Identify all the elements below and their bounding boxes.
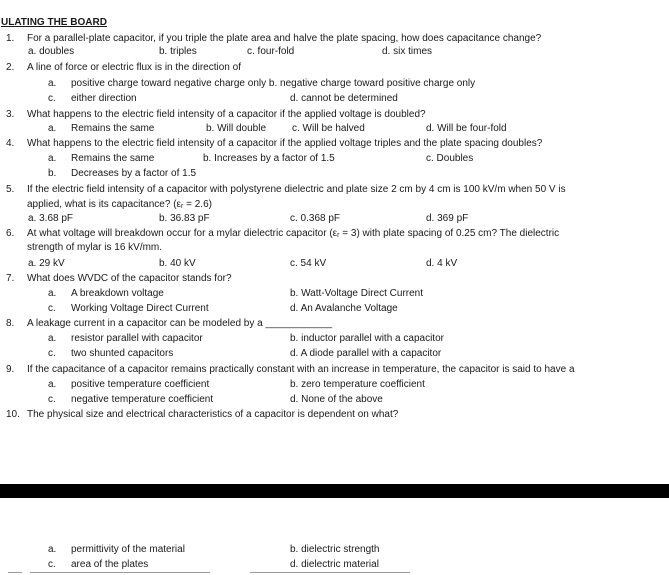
question-5-continued — [0, 197, 669, 212]
option-d: d. 4 kV — [426, 258, 458, 269]
option-a: a. 29 kV — [28, 258, 65, 269]
header-line — [0, 15, 669, 30]
question-number: 3. — [6, 109, 15, 120]
question-10 — [0, 407, 669, 422]
question-4-options-row-2 — [0, 166, 669, 181]
question-text: What happens to the electric field intensity of a capacitor if the applied voltage is doubled? — [27, 109, 426, 120]
question-7-options-row-1 — [0, 286, 669, 301]
question-10-options-row-1 — [0, 542, 669, 557]
option-a: Remains the same — [71, 153, 155, 164]
question-1-options — [0, 44, 669, 59]
question-text: What does WVDC of the capacitor stands for? — [27, 273, 232, 284]
option-c: c. four-fold — [247, 46, 295, 57]
question-7 — [0, 271, 669, 286]
option-c: c. Doubles — [426, 153, 474, 164]
question-2-options-row-2 — [0, 91, 669, 106]
question-8-options-row-2 — [0, 346, 669, 361]
question-3-options — [0, 121, 669, 136]
option-letter: a. — [48, 123, 57, 134]
question-text: If the electric field intensity of a capacitor with polystyrene dielectric and plate size 2 cm by 4 cm is 100 kV/m when 50 V is — [27, 184, 566, 195]
option-letter: b. — [48, 168, 57, 179]
question-9-options-row-2 — [0, 392, 669, 407]
question-8-options-row-1 — [0, 331, 669, 346]
option-b: b. 40 kV — [159, 258, 196, 269]
question-4-options-row-1 — [0, 151, 669, 166]
question-text: The physical size and electrical characteristics of a capacitor is dependent on what? — [27, 409, 399, 420]
option-a: a. doubles — [28, 46, 75, 57]
question-number: 1. — [6, 33, 15, 44]
option-d: d. 369 pF — [426, 213, 469, 224]
question-number: 6. — [6, 228, 15, 239]
option-text: either direction — [71, 93, 137, 104]
question-text: A line of force or electric flux is in the direction of — [27, 62, 241, 73]
option-a: Remains the same — [71, 123, 155, 134]
text-fragment — [8, 572, 22, 573]
option-letter: c. — [48, 93, 56, 104]
option-text: Decreases by a factor of 1.5 — [71, 168, 197, 179]
option-text: positive charge toward negative charge only b. negative charge toward positive charge only — [71, 78, 476, 89]
option-letter: a. — [48, 288, 57, 299]
option-letter: c. — [48, 559, 56, 570]
option-a: A breakdown voltage — [71, 288, 164, 299]
question-9 — [0, 362, 669, 377]
option-d: d. An Avalanche Voltage — [290, 303, 398, 314]
option-b: b. Will double — [206, 123, 267, 134]
question-3 — [0, 107, 669, 122]
question-text-continued: strength of mylar is 16 kV/mm. — [27, 242, 163, 253]
option-c: c. 54 kV — [290, 258, 327, 269]
question-number: 2. — [6, 62, 15, 73]
option-letter: a. — [48, 333, 57, 344]
option-d: d. None of the above — [290, 394, 383, 405]
question-4 — [0, 136, 669, 151]
option-b: b. triples — [159, 46, 197, 57]
option-c: c. 0.368 pF — [290, 213, 341, 224]
question-9-options-row-1 — [0, 377, 669, 392]
option-d: d. dielectric material — [290, 559, 379, 570]
option-c: Working Voltage Direct Current — [71, 303, 209, 314]
question-text-continued: applied, what is its capacitance? (εr = 2.6) — [27, 199, 212, 210]
black-redaction-bar — [0, 484, 669, 498]
option-b: b. dielectric strength — [290, 544, 380, 555]
question-2-options-row-1 — [0, 76, 669, 91]
cut-off-next-line — [0, 571, 669, 575]
question-6-options — [0, 256, 669, 271]
question-number: 9. — [6, 364, 15, 375]
option-b: b. 36.83 pF — [159, 213, 210, 224]
option-b: b. Increases by a factor of 1.5 — [203, 153, 335, 164]
question-text: At what voltage will breakdown occur for a mylar dielectric capacitor (εr = 3) with plate spacing of 0.25 cm? The dielectric — [27, 228, 560, 239]
question-5-options — [0, 211, 669, 226]
question-text: For a parallel-plate capacitor, if you triple the plate area and halve the plate spacing, how does capacitance change? — [27, 33, 542, 44]
option-letter: c. — [48, 348, 56, 359]
option-a: positive temperature coefficient — [71, 379, 210, 390]
option-letter: a. — [48, 544, 57, 555]
option-b: b. Watt-Voltage Direct Current — [290, 288, 424, 299]
option-d: d. Will be four-fold — [426, 123, 507, 134]
question-5 — [0, 182, 669, 197]
question-text: What happens to the electric field intensity of a capacitor if the applied voltage triples and the plate spacing doubles? — [27, 138, 543, 149]
question-number: 5. — [6, 184, 15, 195]
question-6-continued — [0, 240, 669, 255]
option-d: d. six times — [382, 46, 433, 57]
option-b: b. zero temperature coefficient — [290, 379, 425, 390]
option-letter: c. — [48, 394, 56, 405]
option-c: negative temperature coefficient — [71, 394, 214, 405]
option-c: c. Will be halved — [292, 123, 365, 134]
option-c: two shunted capacitors — [71, 348, 174, 359]
text-fragment — [250, 572, 410, 573]
option-c: area of the plates — [71, 559, 149, 570]
option-a: resistor parallel with capacitor — [71, 333, 203, 344]
question-8 — [0, 316, 669, 331]
question-number: 10. — [6, 409, 20, 420]
question-number: 8. — [6, 318, 15, 329]
option-d: d. cannot be determined — [290, 93, 398, 104]
option-letter: a. — [48, 153, 57, 164]
option-a: permittivity of the material — [71, 544, 185, 555]
text-fragment — [30, 572, 210, 573]
question-number: 4. — [6, 138, 15, 149]
page-heading: ULATING THE BOARD — [1, 17, 107, 28]
option-d: d. A diode parallel with a capacitor — [290, 348, 442, 359]
option-letter: a. — [48, 78, 57, 89]
option-letter: a. — [48, 379, 57, 390]
question-7-options-row-2 — [0, 301, 669, 316]
option-a: a. 3.68 pF — [28, 213, 74, 224]
question-number: 7. — [6, 273, 15, 284]
question-2 — [0, 60, 669, 75]
question-10-options-row-2 — [0, 557, 669, 572]
question-6 — [0, 226, 669, 241]
question-text: If the capacitance of a capacitor remains practically constant with an increase in temperature, the capacitor is said to have a — [27, 364, 575, 375]
question-text: A leakage current in a capacitor can be modeled by a ____________ — [27, 318, 333, 329]
option-letter: c. — [48, 303, 56, 314]
option-b: b. inductor parallel with a capacitor — [290, 333, 444, 344]
